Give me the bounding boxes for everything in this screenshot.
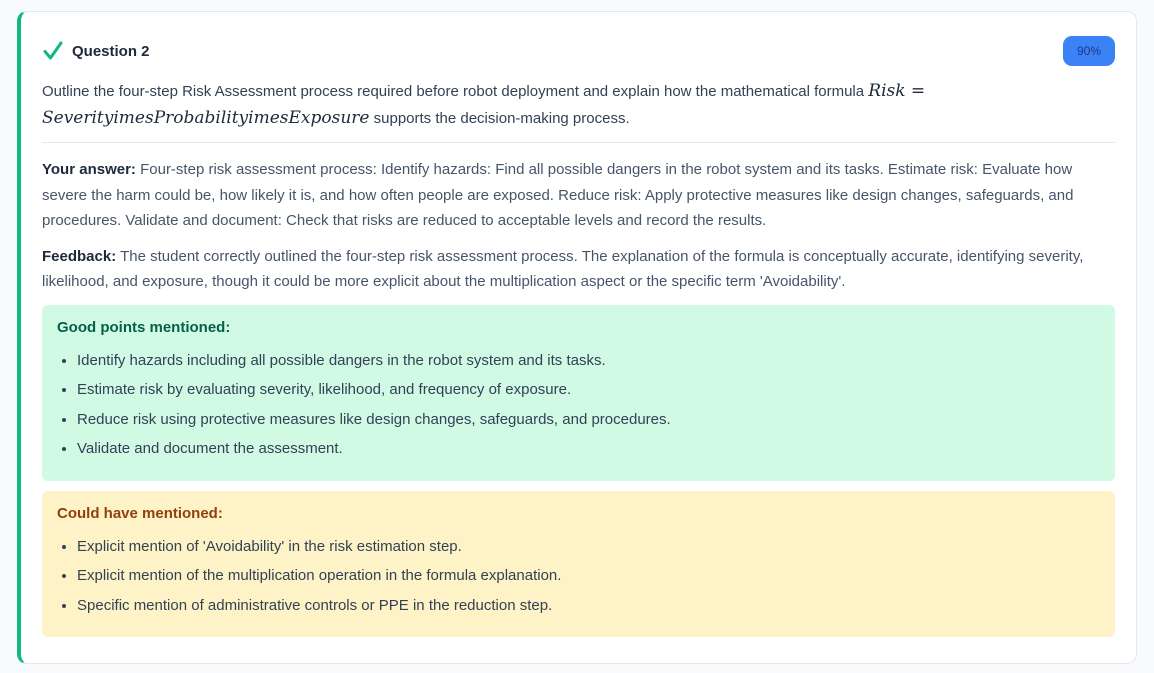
your-answer-text: Four-step risk assessment process: Identify hazards: Find all possible dangers in the robot system and its tasks. Estimate risk: Evaluate how severe the harm could be, how likely it is, and how often people are exposed. Reduce risk: Apply protective measures like design changes, safeguards, and procedures. Validate and document: Check that risks are reduced to acceptable levels and record the results. xyxy=(42,161,1074,229)
feedback xyxy=(42,244,1115,295)
list-item: • Specific mention of administrative controls or PPE in the reduction step. xyxy=(77,591,1100,621)
question-card xyxy=(17,11,1137,664)
prompt-text-after: supports the decision-making process. xyxy=(369,110,630,127)
good-points-box xyxy=(42,305,1115,481)
formula-part-1: Risk = xyxy=(868,81,926,101)
question-header xyxy=(42,36,1115,66)
good-points-list xyxy=(57,346,1100,464)
could-have-box xyxy=(42,491,1115,637)
could-have-title: Could have mentioned: xyxy=(57,504,223,522)
question-prompt xyxy=(42,78,1115,132)
your-answer xyxy=(42,157,1115,234)
could-have-list xyxy=(57,532,1100,621)
divider xyxy=(42,142,1115,143)
list-item: • Validate and document the assessment. xyxy=(77,434,1100,464)
feedback-label: Feedback: xyxy=(42,247,117,265)
your-answer-label: Your answer: xyxy=(42,161,136,178)
prompt-text-before: Outline the four-step Risk Assessment process required before robot deployment and explain how the mathematical formula xyxy=(42,83,869,100)
score-badge: 90% xyxy=(1063,36,1115,66)
question-title: Question 2 xyxy=(72,42,150,60)
check-icon xyxy=(42,40,64,62)
list-item: • Identify hazards including all possible dangers in the robot system and its tasks. xyxy=(77,346,1100,376)
list-item: • Reduce risk using protective measures like design changes, safeguards, and procedures. xyxy=(77,405,1100,435)
good-points-title: Good points mentioned: xyxy=(57,318,231,336)
formula-part-2: SeverityimesProbabilityimesExposure xyxy=(42,108,370,128)
list-item: • Estimate risk by evaluating severity, likelihood, and frequency of exposure. xyxy=(77,375,1100,405)
list-item: • Explicit mention of 'Avoidability' in the risk estimation step. xyxy=(77,532,1100,562)
feedback-text: The student correctly outlined the four-step risk assessment process. The explanation of the formula is conceptually accurate, identifying severity, likelihood, and exposure, though it could be more explicit about the multiplication aspect or the specific term 'Avoidability'. xyxy=(42,247,1084,290)
list-item: • Explicit mention of the multiplication operation in the formula explanation. xyxy=(77,561,1100,591)
